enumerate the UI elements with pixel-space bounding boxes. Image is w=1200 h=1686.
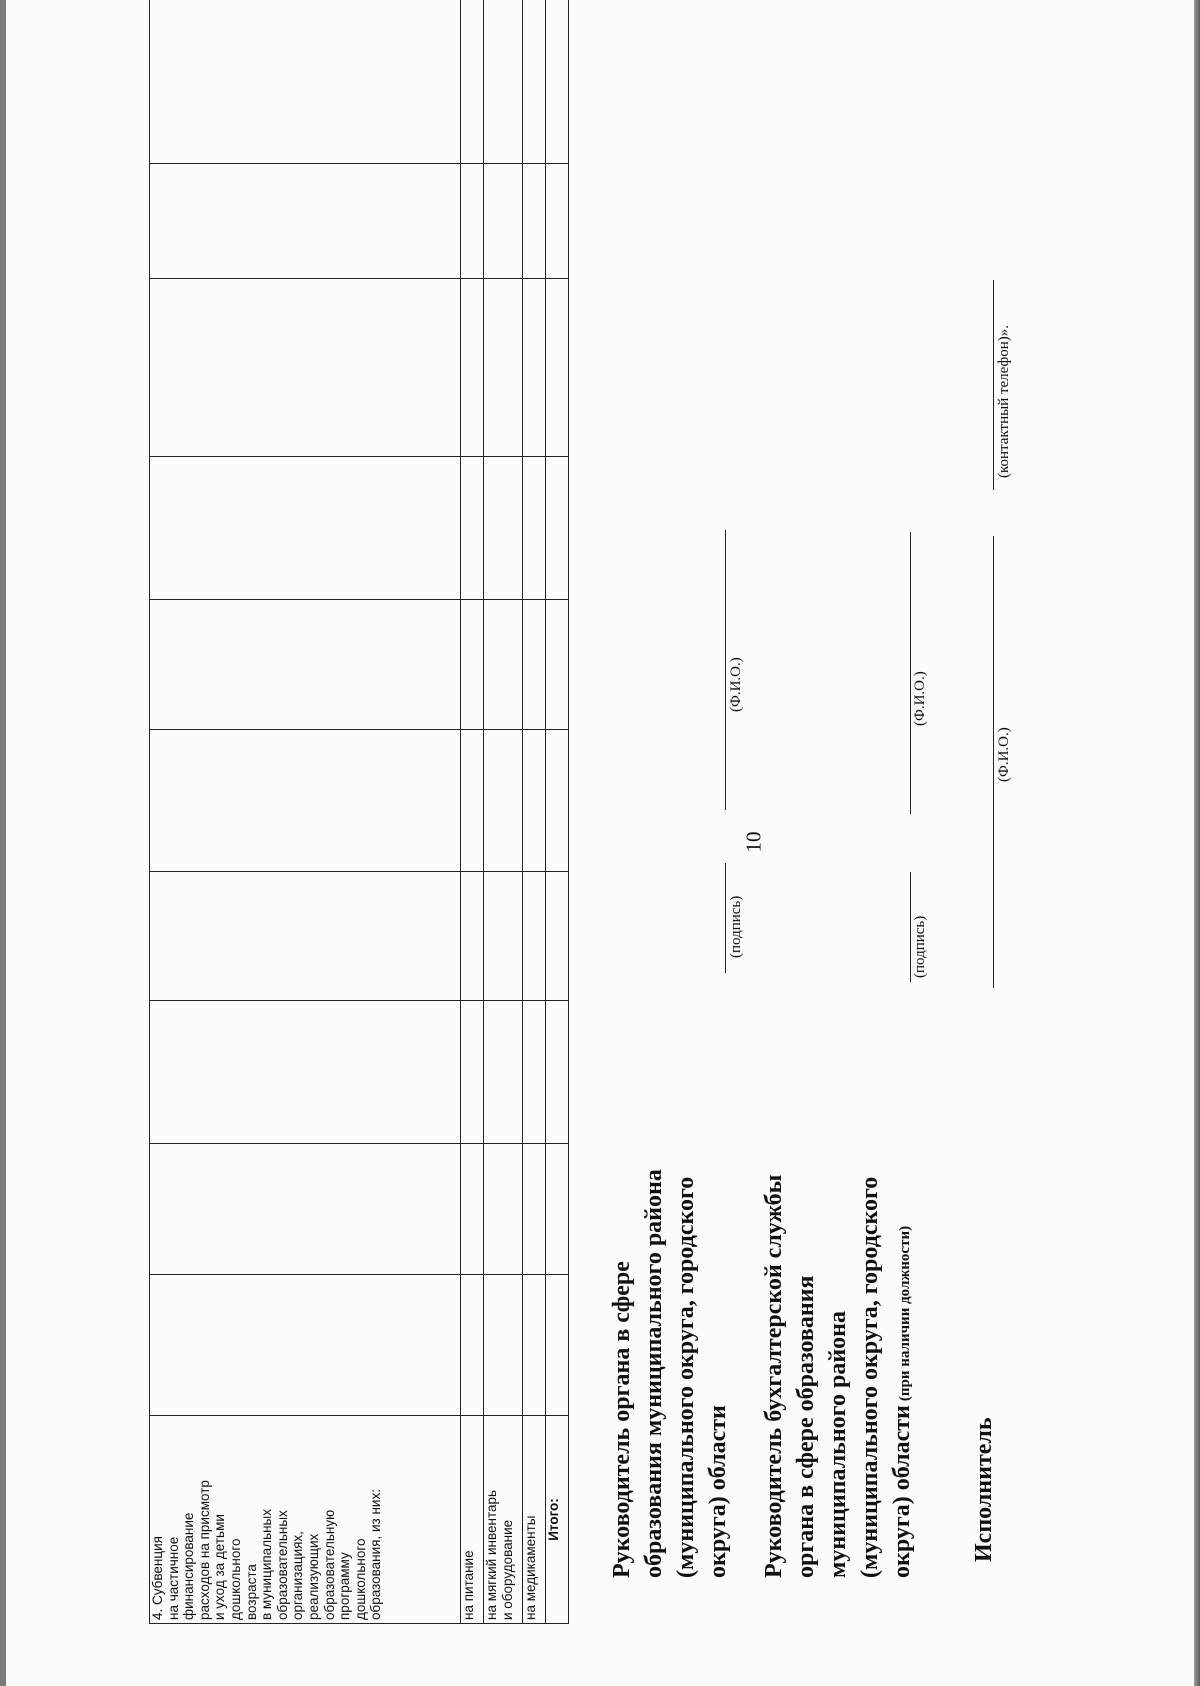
table-cell bbox=[460, 1144, 483, 1275]
table-cell bbox=[523, 279, 545, 457]
table-cell bbox=[523, 457, 545, 600]
table-cell bbox=[545, 279, 568, 457]
head-title-line: (муниципального округа, городского bbox=[673, 1176, 699, 1578]
total-row-label: Итого: bbox=[545, 1416, 568, 1624]
table-cell bbox=[523, 0, 545, 164]
accountant-title-line: органа в сфере образования bbox=[793, 1275, 819, 1578]
table-cell bbox=[460, 600, 483, 730]
table-cell bbox=[460, 279, 483, 457]
table-row bbox=[483, 0, 522, 1624]
scan-edge bbox=[1194, 0, 1200, 1686]
table-cell bbox=[150, 0, 461, 164]
table-cell bbox=[545, 164, 568, 279]
executor-title: Исполнитель bbox=[971, 1417, 997, 1562]
rotated-table-container bbox=[149, 39, 569, 1624]
table-cell bbox=[150, 1144, 461, 1275]
table-cell bbox=[483, 730, 522, 872]
head-title-line: округа) области bbox=[705, 1405, 731, 1578]
head-signature-caption: (подпись) bbox=[728, 895, 744, 958]
table-cell bbox=[483, 872, 522, 1001]
table-cell bbox=[460, 0, 483, 164]
executor-name-line bbox=[993, 536, 994, 988]
head-name-caption: (Ф.И.О.) bbox=[728, 657, 744, 712]
table-cell bbox=[523, 1001, 545, 1144]
table-cell bbox=[460, 457, 483, 600]
head-title-line: Руководитель органа в сфере bbox=[609, 1261, 635, 1578]
table-cell bbox=[483, 1001, 522, 1144]
accountant-signature-line bbox=[910, 872, 911, 982]
table-cell bbox=[523, 1275, 545, 1416]
accountant-signature-caption: (подпись) bbox=[912, 915, 928, 978]
accountant-title-last-line: округа) области bbox=[889, 1405, 915, 1578]
table-cell bbox=[545, 1275, 568, 1416]
table-cell bbox=[523, 730, 545, 872]
page-number: 10 bbox=[741, 831, 766, 853]
table-cell bbox=[545, 872, 568, 1001]
table-row bbox=[460, 0, 483, 1624]
table-cell bbox=[150, 457, 461, 600]
table-cell bbox=[150, 1275, 461, 1416]
table-cell bbox=[460, 164, 483, 279]
table-cell bbox=[545, 457, 568, 600]
table-cell bbox=[150, 279, 461, 457]
table-cell bbox=[523, 1144, 545, 1275]
table-cell bbox=[483, 279, 522, 457]
table-cell bbox=[460, 1001, 483, 1144]
table-cell bbox=[545, 730, 568, 872]
table-cell bbox=[545, 1144, 568, 1275]
row-label: 4. Субвенция на частичное финансирование расходов на присмотр и уход за детьми дошкольного возраста в муниципальных образовательных организациях, реализующих образовательную программу дошкольного образования, из них: bbox=[150, 1416, 461, 1624]
document-page bbox=[6, 0, 1194, 1686]
subvention-table bbox=[149, 0, 569, 1624]
table-cell bbox=[545, 600, 568, 730]
table-cell bbox=[483, 1275, 522, 1416]
table-row bbox=[545, 0, 568, 1624]
table-cell bbox=[460, 1275, 483, 1416]
executor-phone-caption: (контактный телефон)». bbox=[996, 324, 1012, 478]
table-cell bbox=[523, 164, 545, 279]
table-cell bbox=[483, 0, 522, 164]
accountant-title-note: (при наличии должности) bbox=[897, 1225, 913, 1402]
table-cell bbox=[150, 600, 461, 730]
accountant-title-line: муниципального района bbox=[825, 1311, 851, 1578]
table-cell bbox=[150, 730, 461, 872]
accountant-name-caption: (Ф.И.О.) bbox=[912, 671, 928, 726]
table-row bbox=[150, 0, 461, 1624]
table-cell bbox=[150, 872, 461, 1001]
table-cell bbox=[483, 457, 522, 600]
accountant-name-line bbox=[910, 532, 911, 814]
table-cell bbox=[523, 872, 545, 1001]
accountant-title-line: (муниципального округа, городского bbox=[857, 1176, 883, 1578]
executor-phone-line bbox=[993, 280, 994, 490]
head-signature-line bbox=[725, 863, 726, 973]
table-cell bbox=[545, 1001, 568, 1144]
table-cell bbox=[460, 872, 483, 1001]
accountant-title-line: Руководитель бухгалтерской службы bbox=[761, 1174, 787, 1578]
table-cell bbox=[150, 1001, 461, 1144]
table-cell bbox=[150, 164, 461, 279]
table-cell bbox=[483, 164, 522, 279]
row-label: на питание bbox=[460, 1416, 483, 1624]
head-title-line: образования муниципального района bbox=[641, 1169, 667, 1578]
table-cell bbox=[523, 600, 545, 730]
table-cell bbox=[483, 600, 522, 730]
executor-name-caption: (Ф.И.О.) bbox=[996, 727, 1012, 782]
table-cell bbox=[545, 0, 568, 164]
table-row bbox=[523, 0, 545, 1624]
row-label: на медикаменты bbox=[523, 1416, 545, 1624]
head-name-line bbox=[725, 530, 726, 810]
table-cell bbox=[483, 1144, 522, 1275]
accountant-title-last bbox=[886, 1226, 918, 1578]
row-label: на мягкий инвентарь и оборудование bbox=[483, 1416, 522, 1624]
table-cell bbox=[460, 730, 483, 872]
